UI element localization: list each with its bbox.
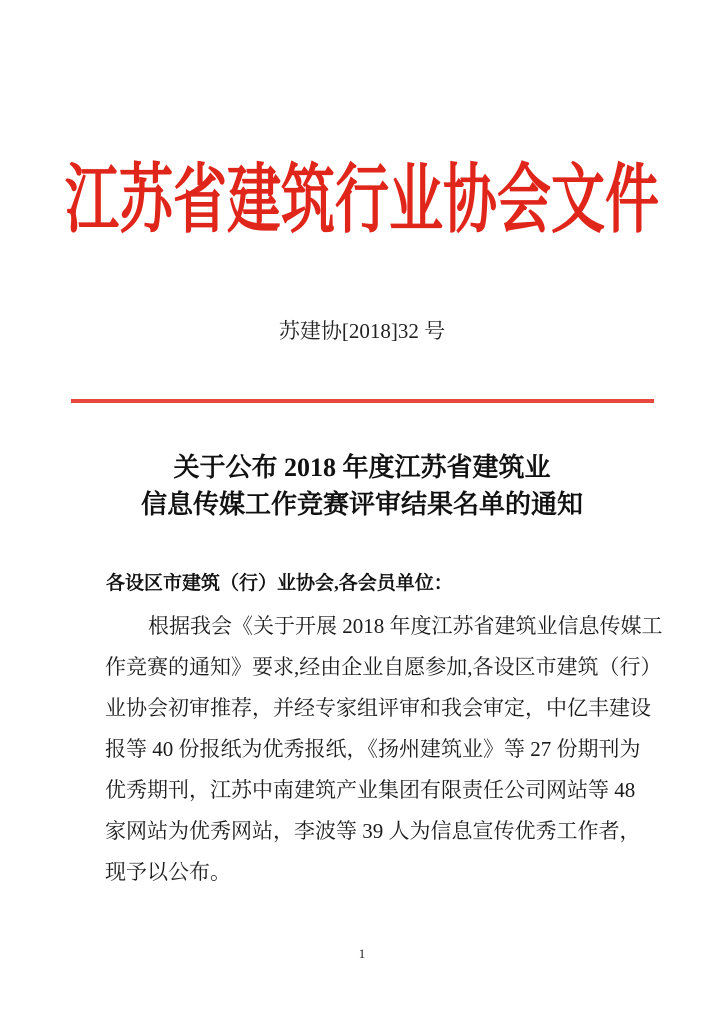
- body-line: 家网站为优秀网站，李波等 39 人为信息宣传优秀工作者，: [105, 819, 641, 843]
- letterhead: [0, 140, 724, 243]
- salutation: 各设区市建筑（行）业协会,各会员单位：: [106, 573, 453, 594]
- body-line: 业协会初审推荐，并经专家组评审和我会审定，中亿丰建设: [105, 696, 651, 720]
- body-line: 现予以公布。: [105, 860, 231, 884]
- red-divider-line: [71, 399, 654, 403]
- doc-title-line-2: 信息传媒工作竞赛评审结果名单的通知: [140, 490, 583, 519]
- body-paragraph: [105, 606, 663, 893]
- doc-number: 苏建协[2018]32 号: [278, 319, 446, 343]
- page-number: 1: [358, 946, 366, 961]
- letterhead-title: 江苏省建筑行业协会文件: [65, 158, 659, 243]
- body-line: 报等 40 份报纸为优秀报纸，《扬州建筑业》等 27 份期刊为: [105, 737, 641, 761]
- body-line: 优秀期刊，江苏中南建筑产业集团有限责任公司网站等 48: [105, 778, 636, 802]
- body-line: 作竞赛的通知》要求,经由企业自愿参加,各设区市建筑（行）: [105, 655, 662, 679]
- doc-title: [0, 449, 724, 523]
- doc-title-line-1: 关于公布 2018 年度江苏省建筑业: [173, 453, 551, 482]
- body-line: 根据我会《关于开展 2018 年度江苏省建筑业信息传媒工: [148, 614, 663, 638]
